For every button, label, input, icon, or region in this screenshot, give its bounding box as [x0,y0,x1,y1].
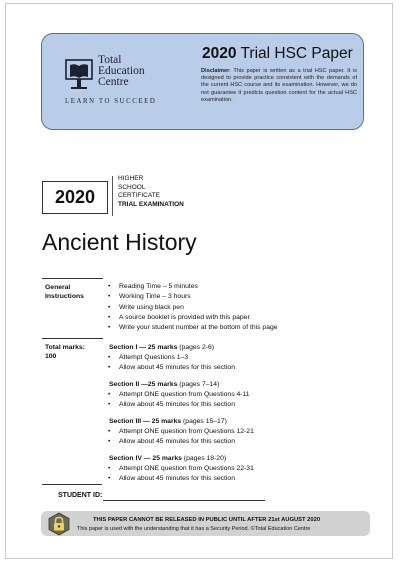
padlock-icon [47,512,71,536]
disclaimer-label: Disclaimer [201,68,230,74]
brand-name [98,55,145,88]
release-notice: THIS PAPER CANNOT BE RELEASED IN PUBLIC UNTIL AFTER 21st AUGUST 2020 [93,517,321,523]
subject-title: Ancient History [42,229,197,255]
hsc-line-3: CERTIFICATE [118,192,161,199]
disclaimer-text: : This paper is written as a trial HSC paper. It is designed to provide practice consistent with the demands of the current HSC course and its examination. However, we do not guarantee it predicts question content for the actual HSC examination. [201,68,357,103]
general-instructions-list [106,282,278,333]
section-4-list [106,464,254,485]
list-item: • Attempt ONE question from Questions 22-31 [106,464,254,474]
list-item: • Write using black pen [106,303,278,313]
list-item: • A source booklet is provided with this paper [106,313,278,323]
section-2-list [106,390,250,411]
student-id-rule [42,484,102,485]
general-label-line-1: General [45,284,71,291]
section-1-pages: (pages 2-6) [177,344,215,351]
brand-line-2: Education [98,65,145,77]
security-footer [41,511,370,536]
list-item: • Allow about 45 minutes for this section [106,400,250,410]
list-item: • Working Time – 3 hours [106,292,278,302]
trial-year: 2020 [202,45,237,62]
brand-line-1: Total [98,54,122,66]
trial-paper-title [202,45,353,63]
brand-tagline: LEARN TO SUCCEED [65,98,157,105]
hsc-line-4: TRIAL EXAMINATION [118,200,184,208]
list-item: • Attempt Questions 1–3 [106,353,235,363]
brand-line-3: Centre [98,76,129,88]
section-4-pages: (pages 18-20) [181,455,227,462]
general-instructions-label [45,283,84,301]
section-4-title: Section IV — 25 marks [109,455,182,462]
section-3-list [106,427,254,448]
list-item: • Write your student number at the bottom of this page [106,323,278,333]
book-screen-icon [64,57,96,93]
section-2-heading [109,380,219,389]
general-rule [42,278,103,279]
section-2-title: Section II —25 marks [109,381,178,388]
list-item: • Attempt ONE question from Questions 4-11 [106,390,250,400]
total-marks-label [45,343,85,361]
disclaimer [201,68,357,104]
list-item: • Allow about 45 minutes for this section [106,363,235,373]
section-4-heading [109,454,226,463]
section-3-pages: (pages 15–17) [181,418,227,425]
list-item: • Allow about 45 minutes for this section [106,474,254,484]
hsc-divider [112,176,113,216]
section-1-heading [109,343,214,352]
list-item: • Attempt ONE question from Questions 12-21 [106,427,254,437]
student-id-label: STUDENT ID: [58,492,103,499]
hsc-line-1: HIGHER [118,175,144,182]
trial-title-text: Trial HSC Paper [236,45,353,62]
section-3-heading [109,417,227,426]
section-3-title: Section III — 25 marks [109,418,182,425]
general-label-line-2: Instructions [45,293,84,300]
security-notice: This paper is used with the understanding that it has a Security Period. ©Total Education Centre [77,526,311,532]
hsc-line-2: SCHOOL [118,183,146,191]
list-item: • Reading Time – 5 minutes [106,282,278,292]
student-id-field[interactable] [103,500,265,501]
total-label-line-1: Total marks: [45,344,85,351]
total-rule [42,338,103,339]
section-1-list [106,353,235,374]
section-2-pages: (pages 7–14) [177,381,220,388]
list-item: • Allow about 45 minutes for this section [106,437,254,447]
total-label-line-2: 100 [45,353,57,360]
exam-year-box: 2020 [42,181,108,214]
section-1-title: Section I — 25 marks [109,344,178,351]
hsc-label [118,175,184,209]
